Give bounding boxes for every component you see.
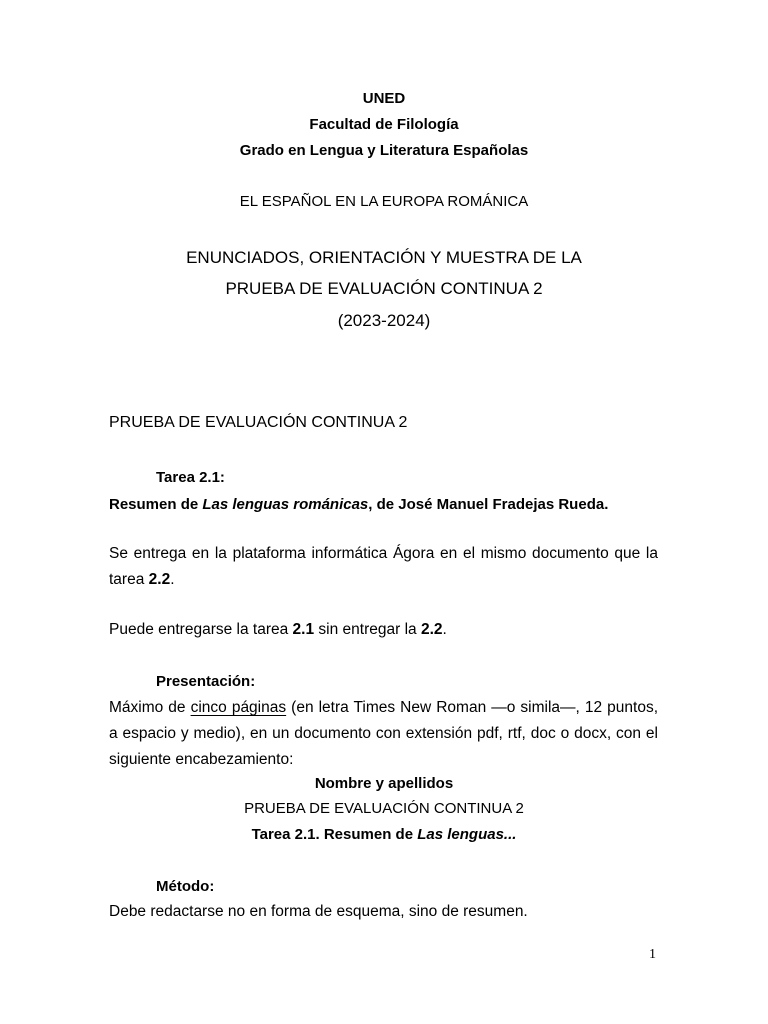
- task-description: Resumen de Las lenguas románicas, de José Manuel Fradejas Rueda.: [109, 496, 609, 513]
- method-text: Debe redactarse no en forma de esquema, sino de resumen.: [109, 903, 528, 920]
- degree-name: Grado en Lengua y Literatura Españolas: [239, 142, 529, 159]
- page-number: 1: [649, 947, 656, 962]
- faculty-name: Facultad de Filología: [309, 116, 459, 133]
- paragraph-optional: Puede entregarse la tarea 2.1 sin entregar la 2.2.: [109, 621, 447, 638]
- method-heading: Método:: [156, 878, 215, 895]
- header-sample-task: Tarea 2.1. Resumen de Las lenguas...: [251, 826, 517, 843]
- title-line-2: PRUEBA DE EVALUACIÓN CONTINUA 2: [225, 279, 543, 298]
- task-label: Tarea 2.1:: [156, 469, 225, 486]
- underlined-pages: cinco páginas: [190, 699, 287, 716]
- header-sample-test: PRUEBA DE EVALUACIÓN CONTINUA 2: [244, 800, 524, 817]
- title-line-3: (2023-2024): [337, 311, 431, 330]
- book-title: Las lenguas románicas: [202, 496, 369, 513]
- presentation-paragraph: Máximo de cinco páginas (en letra Times New Roman —o simila—, 12 puntos, a espacio y medio), en un documento con extensión pdf, rtf, doc o docx, con el siguiente encabezamiento:: [109, 699, 658, 768]
- header-sample-name: Nombre y apellidos: [314, 775, 454, 792]
- institution-name: UNED: [362, 90, 406, 107]
- section-heading: PRUEBA DE EVALUACIÓN CONTINUA 2: [109, 414, 408, 431]
- course-name: EL ESPAÑOL EN LA EUROPA ROMÁNICA: [239, 193, 529, 210]
- title-line-1: ENUNCIADOS, ORIENTACIÓN Y MUESTRA DE LA: [186, 248, 582, 267]
- paragraph-delivery: Se entrega en la plataforma informática Ágora en el mismo documento que la tarea 2.2.: [109, 545, 658, 588]
- presentation-heading: Presentación:: [156, 673, 256, 690]
